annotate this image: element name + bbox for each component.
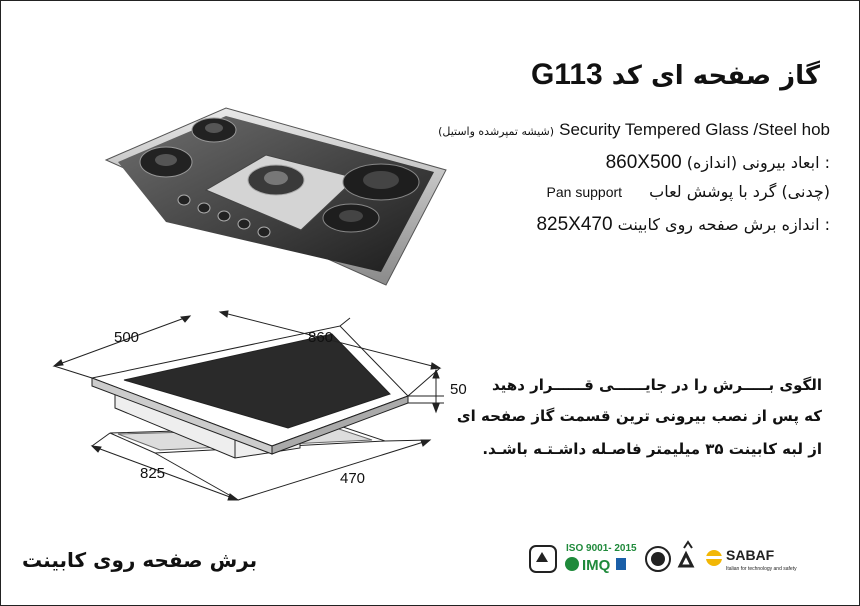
title-prefix: گاز صفحه ای کد bbox=[611, 61, 820, 91]
material-spec bbox=[428, 120, 830, 140]
product-photo bbox=[96, 100, 456, 300]
cutout-width-label: 825 bbox=[140, 465, 166, 482]
iranian-standard-icon bbox=[646, 547, 670, 571]
iso-label: ISO 9001- 2015 bbox=[566, 543, 637, 554]
outer-dim-value: 860X500 bbox=[605, 152, 682, 173]
note-line-2: که پس از نصب بیرونی ترین قسمت گاز صفحه ای bbox=[456, 407, 822, 425]
footer-title: برش صفحه روی کابینت bbox=[22, 548, 258, 572]
pan-support-en: Pan support bbox=[546, 184, 623, 200]
pan-support bbox=[547, 182, 830, 201]
imq-logo bbox=[565, 557, 626, 574]
cutout-value: 825X470 bbox=[536, 214, 613, 235]
cutout-dimensions bbox=[536, 214, 830, 236]
pan-support-fa: (چدنی) گرد با پوشش لعاب bbox=[649, 182, 830, 201]
material-fa: (شیشه تمپرشده واستیل) bbox=[438, 125, 555, 138]
note-line-3: از لبه کابینت ۳۵ میلیمتر فاصـله داشـتـه باشـد. bbox=[482, 440, 822, 458]
product-code: G113 bbox=[530, 58, 603, 91]
sabaf-label: SABAF bbox=[726, 547, 775, 563]
warranty-icon bbox=[530, 546, 556, 572]
sabaf-tagline: Italian for technology and safety bbox=[726, 566, 797, 572]
recycle-icon bbox=[680, 542, 692, 566]
outer-dim-label: : ابعاد بیرونی (اندازه) bbox=[686, 153, 830, 172]
height-label: 50 bbox=[450, 381, 467, 398]
installation-diagram bbox=[40, 308, 480, 508]
outer-dimensions bbox=[606, 152, 830, 174]
material-en: Security Tempered Glass /Steel hob bbox=[559, 120, 830, 139]
width-label: 860 bbox=[308, 329, 334, 346]
product-title bbox=[531, 58, 820, 92]
sabaf-logo bbox=[706, 547, 797, 572]
cutout-depth-label: 470 bbox=[340, 470, 366, 487]
cutout-label: : اندازه برش صفحه روی کابینت bbox=[617, 215, 830, 234]
certification-logos bbox=[528, 538, 798, 578]
note-line-1: الگوی بـــــرش را در جایــــــی قــــــرار دهید bbox=[492, 376, 822, 394]
depth-label: 500 bbox=[114, 329, 140, 346]
imq-label: IMQ bbox=[582, 557, 611, 574]
